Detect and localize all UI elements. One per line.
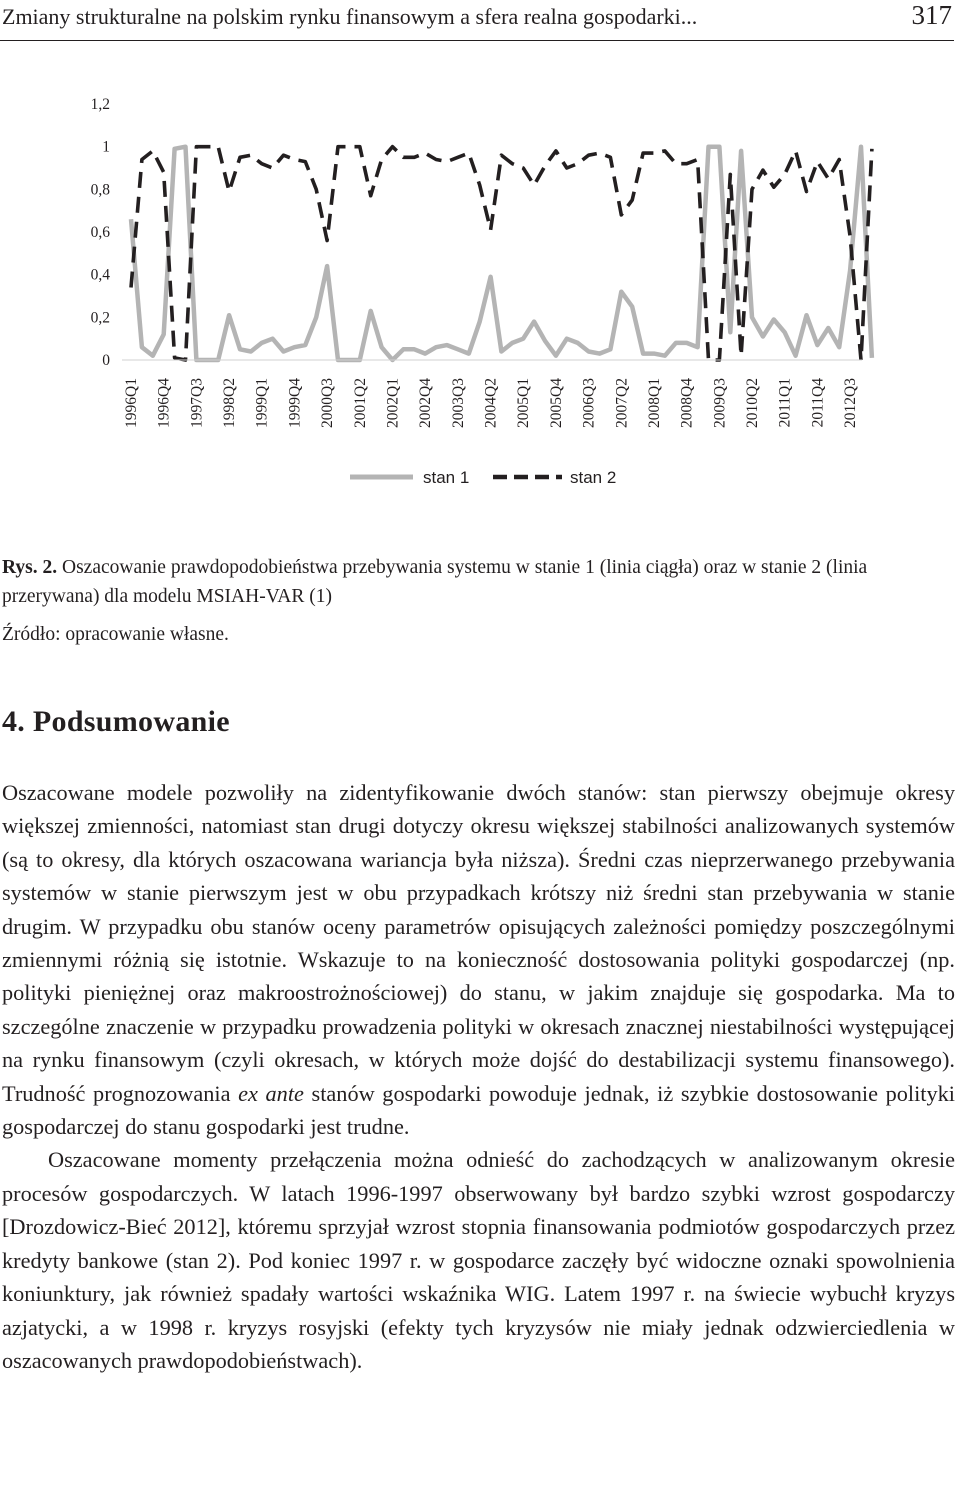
paragraph-1-emphasis: ex ante [238, 1080, 304, 1106]
figure-caption [2, 553, 952, 611]
x-tick-label: 2005Q1 [515, 378, 533, 428]
x-tick-label: 2010Q2 [744, 378, 762, 428]
y-tick-label: 0,4 [90, 266, 110, 284]
x-tick-label: 1997Q3 [188, 378, 206, 428]
y-tick-label: 0,6 [90, 224, 110, 241]
plot-area [131, 147, 872, 360]
page-number: 317 [911, 0, 952, 30]
x-tick-label: 2002Q4 [417, 378, 435, 428]
x-tick-label: 2001Q2 [351, 378, 369, 428]
x-tick-label: 1998Q2 [221, 378, 239, 428]
y-tick-label: 0 [102, 352, 110, 369]
x-tick-label: 2006Q3 [580, 378, 598, 428]
x-tick-label: 2005Q4 [547, 378, 565, 428]
paragraph-1-part-b: stanów gospodarki powoduje jednak, iż szybkie dostosowanie polityki gospodarczej do stanu gospodarki jest trudne. [2, 1080, 955, 1140]
x-tick-label: 1999Q4 [286, 378, 304, 428]
figure-label: Rys. 2. [2, 557, 58, 578]
y-tick-label: 0,8 [90, 181, 110, 199]
chart-legend [350, 468, 616, 487]
paragraph-2: Oszacowane momenty przełączenia można odnieść do zachodzących w analizowanym okresie procesów gospodarczych. W latach 1996-1997 obserwowany był bardzo szybki wzrost gospodarczy [Drozdowicz-Bieć 2012], któremu sprzyjał wzrost stopnia finansowania podmiotów gospodarczych przez kredyty bankowe (stan 2). Pod koniec 1997 r. w gospodarce zaczęły być widoczne oznaki spowolnienia koniunktury, jak również spadały wartości wskaźnika WIG. Latem 1997 r. na świecie wybuchł kryzys azjatycki, a w 1998 r. kryzys rosyjski (efekty tych kryzysów nie miały jednak odzwierciedlenia w oszacowanych prawdopodobieństwach). [2, 1147, 955, 1373]
y-tick-label: 1,2 [90, 96, 110, 113]
x-tick-label: 2011Q1 [776, 378, 794, 428]
probability-line-chart [0, 60, 960, 500]
running-title: Zmiany strukturalne na polskim rynku finansowym a sfera realna gospodarki... [2, 4, 698, 29]
x-tick-label: 1996Q4 [155, 378, 173, 428]
paragraph-1-part-a: Oszacowane modele pozwoliły na zidentyfikowanie dwóch stanów: stan pierwszy obejmuje okresy większej zmienności, natomiast stan drugi dotyczy okresu większej stabilności analizowanych systemów (są to okresy, dla których oszacowana wariancja była niższa). Średni czas nieprzerwanego przebywania systemów w stanie pierwszym jest w obu przypadkach krótszy niż średni stan przebywania w stanie drugim. W przypadku obu stanów oceny parametrów opisujących zależności pomiędzy poszczególnymi zmiennymi różnią się istotnie. Wskazuje to na konieczność dostosowania polityki gospodarczej (np. polityki pieniężnej oraz makroostrożnościowej) do stanu, w jakim znajduje się gospodarka. Ma to szczególne znaczenie w przypadku prowadzenia polityki w okresach znacznej niestabilności występującej na rynku finansowym (czyli okresach, w których może dojść do destabilizacji systemu finansowego). Trudność prognozowania [2, 780, 955, 1106]
series-line-stan-2 [131, 147, 872, 360]
figure-caption-text: Oszacowanie prawdopodobieństwa przebywania systemu w stanie 1 (linia ciągła) oraz w stanie 2 (linia przerywana) dla modelu MSIAH-VAR (1) [2, 557, 868, 607]
x-tick-label: 2011Q4 [809, 378, 827, 428]
x-tick-label: 2012Q3 [842, 378, 860, 428]
y-tick-label: 1 [102, 138, 110, 156]
section-heading: 4. Podsumowanie [2, 705, 230, 738]
y-tick-label: 0,2 [90, 309, 110, 327]
x-tick-label: 2004Q2 [482, 378, 500, 428]
legend-label-stan-2: stan 2 [570, 468, 617, 487]
series-line-stan-1 [131, 147, 872, 360]
x-tick-label: 2009Q3 [711, 378, 729, 428]
y-axis [91, 96, 111, 369]
figure-source: Źródło: opracowanie własne. [2, 624, 229, 645]
x-tick-label: 2007Q2 [613, 378, 631, 428]
x-tick-label: 2008Q4 [678, 378, 696, 428]
paragraph-1 [2, 776, 955, 1143]
legend-label-stan-1: stan 1 [423, 468, 470, 487]
running-header [0, 0, 954, 41]
x-tick-label: 1996Q1 [123, 378, 140, 428]
x-tick-label: 2008Q1 [645, 378, 663, 428]
x-tick-label: 2002Q1 [384, 378, 402, 428]
body-text [2, 776, 955, 1377]
x-tick-label: 1999Q1 [253, 378, 271, 428]
x-tick-label: 2000Q3 [319, 378, 337, 428]
x-axis [123, 378, 859, 428]
x-tick-label: 2003Q3 [449, 378, 467, 428]
